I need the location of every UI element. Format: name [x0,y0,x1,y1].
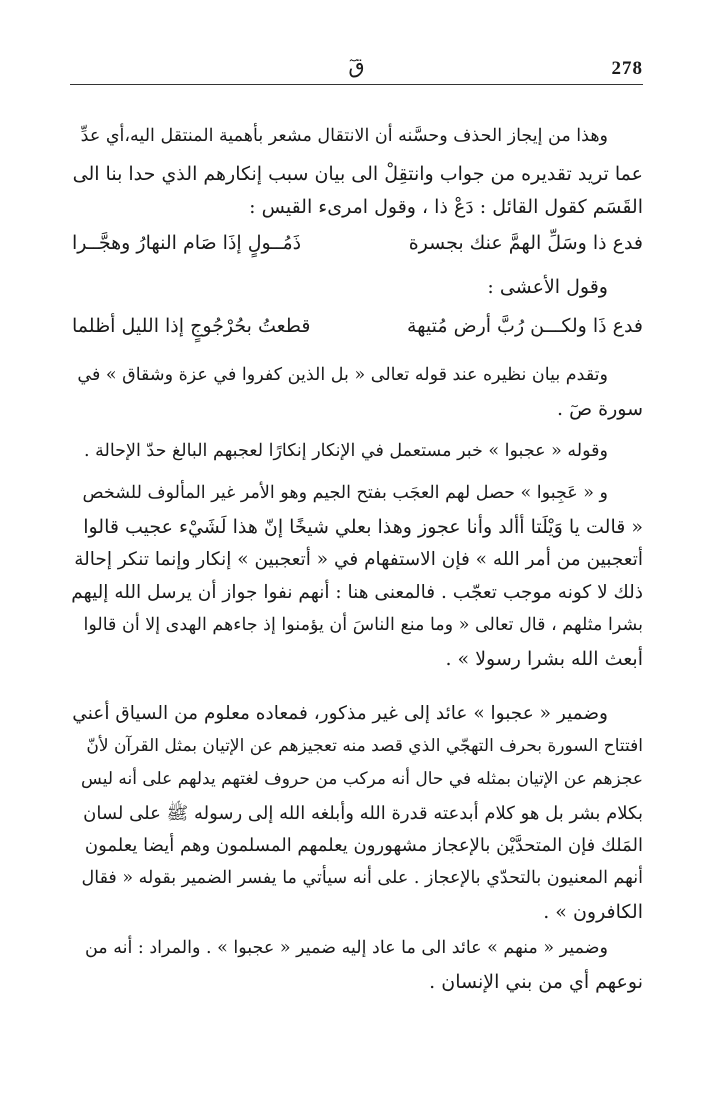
text-line: أبعث الله بشرا رسولا » . [445,648,643,670]
verse-first-hemistich: فدع ذا وسَلِّ الهمَّ عنك بجسرة [408,232,643,254]
page-header [70,50,643,84]
verse-second-hemistich: قطعتُ بحُرْجُوجٍ إذا الليل أظلما [72,315,311,337]
text-line: ذلك لا كونه موجب تعجّب . فالمعنى هنا : أنهم نفوا جواز أن يرسل الله إليهم [71,582,643,603]
poetry-verse [72,315,643,345]
text-line: بشرا مثلهم ، قال تعالى « وما منع الناسَ أن يؤمنوا إذ جاءهم الهدى إلا أن قالوا [83,615,643,635]
text-line: وضمير « منهم » عائد الى ما عاد إليه ضمير « عجبوا » . والمراد : أنه من [84,938,608,958]
text-line: وتقدم بيان نظيره عند قوله تعالى « بل الذين كفروا في عزة وشقاق » في [77,365,608,385]
text-line: عجزهم عن الإتيان بمثله في حال أنه مركب من حروف لغتهم يدلهم على أنه ليس [81,769,643,789]
text-line: وهذا من إيجاز الحذف وحسَّنه أن الانتقال مشعر بأهمية المنتقل اليه،أي عدِّ [80,126,608,146]
text-line: وقوله « عجبوا » خبر مستعمل في الإنكار إنكارًا لعجبهم البالغ حدّ الإحالة . [83,441,608,461]
text-line: افتتاح السورة بحرف التهجّي الذي قصد منه تعجيزهم عن الإتيان بمثل القرآن لأنّ [86,736,643,756]
verse-second-hemistich: ذَمُــولٍ إذَا صَام النهارُ وهجَّــرا [72,232,302,254]
text-line: عما تريد تقديره من جواب وانتقِلْ الى بيان سبب إنكارهم الذي حدا بنا الى [72,163,643,185]
text-line: سورة صٓ . [557,398,643,420]
text-line: « قالت يا وَيْلَتا أألد وأنا عجوز وهذا بعلي شيخًا إنّ هذا لَشَيْء عجيب قالوا [83,516,643,538]
text-line: بكلام بشر بل هو كلام أبدعته قدرة الله وأبلغه الله إلى رسوله ﷺ على لسان [83,803,643,824]
text-line: وضمير « عجبوا » عائد إلى غير مذكور، فمعاده معلوم من السياق أعني [72,703,608,724]
text-line: المَلك فإن المتحدَّيْن بالإعجاز مشهورون يعلمهم المسلمون وهم أيضا يعلمون [84,835,643,856]
running-title: قٓ [348,54,365,78]
page-number: 278 [611,58,643,79]
poetry-verse [72,232,643,262]
verse-first-hemistich: فدع ذَا ولكـــن رُبَّ أرض مُتيهة [406,315,643,337]
text-line: نوعهم أي من بني الإنسان . [429,971,643,993]
header-rule [70,84,643,85]
verse-attribution: وقول الأعشى : [487,276,608,298]
text-line: القَسَم كقول القائل : دَعْ ذا ، وقول امرىء القيس : [249,196,643,218]
text-line: أنهم المعنيون بالتحدّي بالإعجاز . على أنه سيأتي ما يفسر الضمير بقوله « فقال [81,868,643,888]
text-line: الكافرون » . [543,901,643,923]
text-line: أتعجبين من أمر الله » فإن الاستفهام في « أتعجبين » إنكار وإنما تنكر إحالة [74,549,643,570]
text-line: و « عَجِبوا » حصل لهم العجَب بفتح الجيم وهو الأمر غير المألوف للشخص [82,483,608,503]
